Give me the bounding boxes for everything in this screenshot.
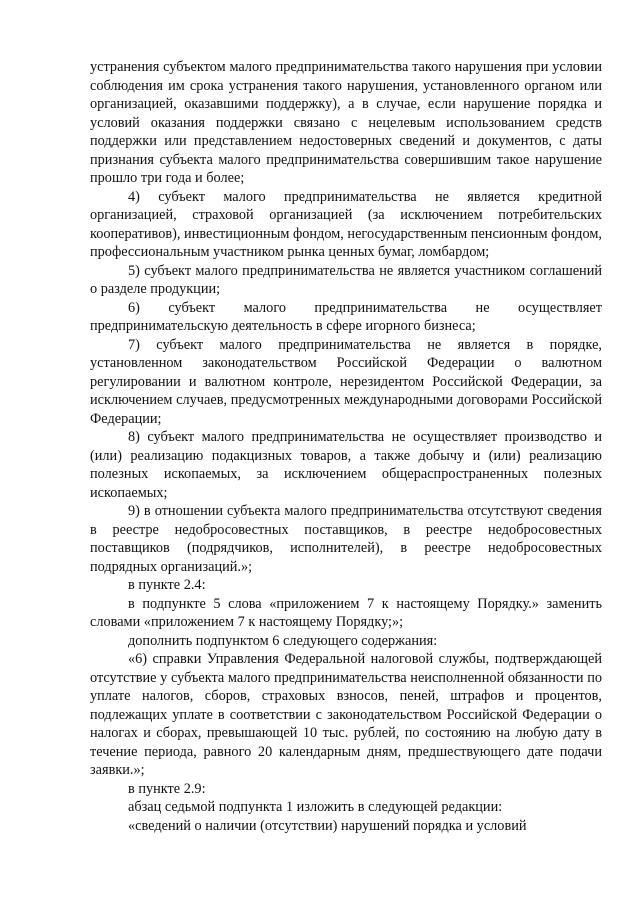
paragraph-svedeniy: «сведений о наличии (отсутствии) нарушений порядка и условий [128, 817, 527, 834]
paragraph-subpoint-6-text: «6) справки Управления Федеральной налоговой службы, подтверждающей отсутствие у субъекта малого предпринимательства неисполненной обязанности по уплате налогов, сборов, страховых взносов, пеней, штрафов и процентов, подлежащих уплате в соответствии с законодательством Российской Федерации о налогах и сборах, превышающей 10 тыс. рублей, по состоянию на любую дату в течение периода, равного 20 календарным дням, предшествующего дате подачи заявки.»; [90, 651, 602, 778]
paragraph-item-5: 5) субъект малого предпринимательства не является участником соглашений о разделе продукции; [90, 262, 602, 297]
paragraph-point-2-4: в пункте 2.4: [128, 577, 206, 593]
paragraph-1: устранения субъектом малого предпринимательства такого нарушения при условии соблюдения им срока устранения такого нарушения, установленного органом или организацией, оказавшими поддержку), а в случае, если нарушение порядка и условий оказания поддержки связано с нецелевым использованием средств поддержки или представлением недостоверных сведений и документов, с даты признания субъекта малого предпринимательства совершившим такое нарушение прошло три года и более; [90, 59, 602, 186]
paragraph-add-subpoint-6: дополнить подпунктом 6 следующего содержания: [128, 632, 438, 649]
paragraph-item-4: 4) субъект малого предпринимательства не является кредитной организацией, страховой организацией (за исключением потребительских кооперативов), инвестиционным фондом, негосударственным пенсионным фондом, профессиональным участником рынка ценных бумаг, ломбардом; [90, 188, 602, 260]
paragraph-item-7: 7) субъект малого предпринимательства не является в порядке, установленном законодательством Российской Федерации о валютном регулировании и валютном контроле, нерезидентом Российской Федерации, за исключением случаев, предусмотренных международными договорами Российской Федерации; [90, 336, 602, 427]
document-body [90, 58, 602, 835]
paragraph-item-8: 8) субъект малого предпринимательства не осуществляет производство и (или) реализацию подакцизных товаров, а также добычу и (или) реализацию полезных ископаемых, за исключением общераспространенных полезных ископаемых; [90, 429, 602, 501]
paragraph-item-9: 9) в отношении субъекта малого предпринимательства отсутствуют сведения в реестре недобросовестных поставщиков, в реестре недобросовестных поставщиков (подрядчиков, исполнителей), в реестре недобросовестных подрядных организаций.»; [90, 503, 602, 575]
paragraph-seventh-abzac: абзац седьмой подпункта 1 изложить в следующей редакции: [128, 799, 503, 815]
paragraph-item-6: 6) субъект малого предпринимательства не осуществляет предпринимательскую деятельность в сфере игорного бизнеса; [90, 299, 602, 334]
paragraph-point-2-9: в пункте 2.9: [128, 780, 206, 797]
paragraph-subpoint-5-change: в подпункте 5 слова «приложением 7 к настоящему Порядку.» заменить словами «приложением 7 к настоящему Порядку;»; [90, 595, 602, 630]
